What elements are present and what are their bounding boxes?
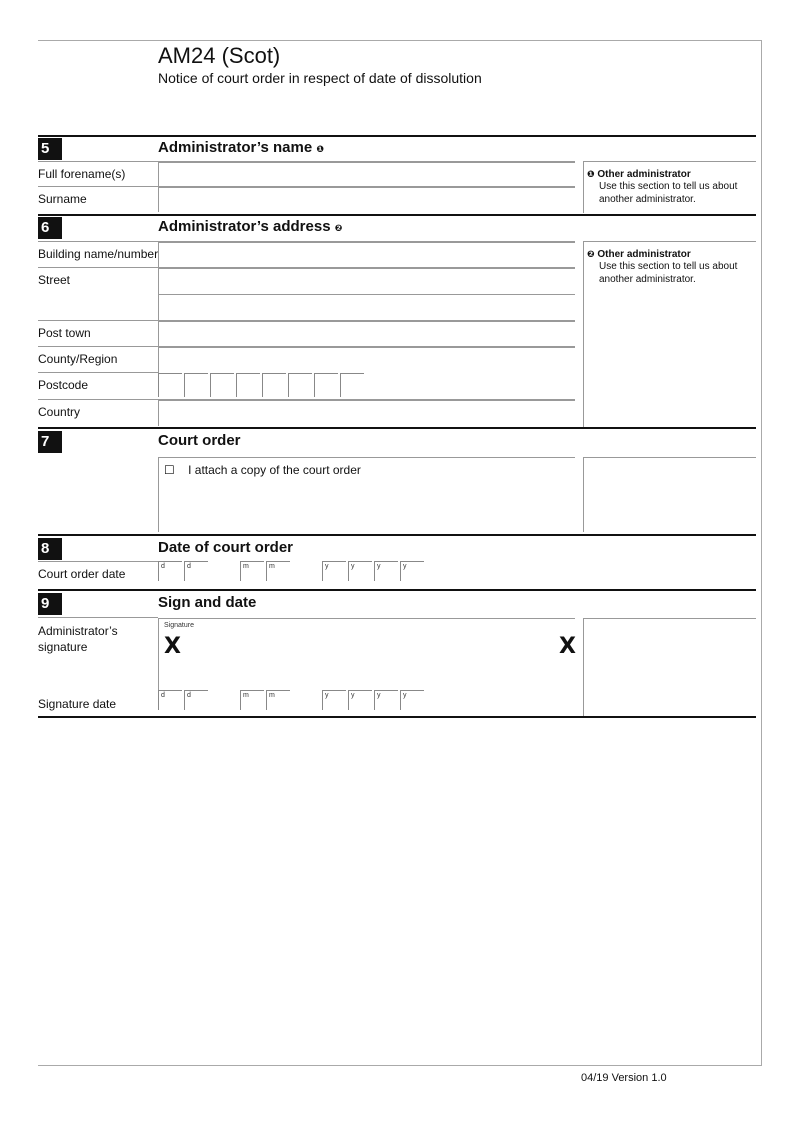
postcode-box[interactable]	[340, 373, 364, 397]
s9-side-box	[583, 618, 756, 716]
court-order-date-digit[interactable]: y	[348, 561, 372, 581]
forename-input[interactable]	[158, 162, 575, 186]
info-2-icon: ❷	[587, 249, 595, 259]
section-5-title	[158, 139, 324, 156]
s8-row-line	[38, 561, 158, 562]
signature-date-digit[interactable]: d	[184, 690, 208, 710]
country-input[interactable]	[158, 400, 575, 426]
bottom-rule	[38, 1065, 762, 1066]
court-order-date-label: Court order date	[38, 567, 126, 581]
section-6-number: 6	[38, 217, 62, 239]
sign-left-x-icon: X	[164, 634, 181, 659]
signature-date-digit[interactable]: y	[322, 690, 346, 710]
section-6-title-text: Administrator’s address	[158, 218, 331, 235]
s9-row-line	[38, 617, 158, 618]
court-order-date-digit[interactable]: m	[240, 561, 264, 581]
s5-note-title: Other administrator	[597, 169, 691, 180]
info-1-icon: ❶	[587, 169, 595, 179]
s7-side-box	[583, 457, 756, 532]
court-order-date-digit[interactable]: y	[322, 561, 346, 581]
signature-label: Administrator’s signature	[38, 624, 118, 654]
version-footer: 04/19 Version 1.0	[581, 1072, 667, 1084]
signature-date-digit[interactable]: y	[400, 690, 424, 710]
postcode-box[interactable]	[158, 373, 182, 397]
building-label: Building name/number	[38, 247, 159, 261]
section-8-number: 8	[38, 538, 62, 560]
signature-hint: Signature	[164, 622, 194, 629]
section-6-title	[158, 218, 342, 235]
section-7-number: 7	[38, 431, 62, 453]
section-7-rule	[38, 427, 756, 429]
postcode-box[interactable]	[314, 373, 338, 397]
postcode-label: Postcode	[38, 378, 89, 392]
street-label: Street	[38, 273, 71, 287]
s5-note-heading	[587, 169, 756, 180]
section-9-bottom-rule	[38, 716, 756, 718]
country-label: Country	[38, 405, 81, 419]
top-rule	[38, 40, 762, 41]
section-5-rule	[38, 135, 756, 137]
postcode-box[interactable]	[184, 373, 208, 397]
court-order-date-digit[interactable]: d	[158, 561, 182, 581]
signature-date-digit[interactable]: d	[158, 690, 182, 710]
section-8-rule	[38, 534, 756, 536]
post-town-label: Post town	[38, 326, 91, 340]
county-label: County/Region	[38, 352, 118, 366]
section-9-rule	[38, 589, 756, 591]
postcode-box[interactable]	[288, 373, 312, 397]
section-9-title: Sign and date	[158, 594, 257, 611]
section-6-rule	[38, 214, 756, 216]
form-subtitle: Notice of court order in respect of date of dissolution	[158, 70, 482, 86]
signature-date-label: Signature date	[38, 697, 117, 711]
right-rule	[761, 40, 762, 1066]
court-order-date-digit[interactable]: m	[266, 561, 290, 581]
court-order-date-digit[interactable]: y	[400, 561, 424, 581]
section-7-title: Court order	[158, 432, 241, 449]
signature-date-digit[interactable]: y	[374, 690, 398, 710]
info-2-icon: ❷	[334, 223, 343, 233]
forename-label: Full forename(s)	[38, 167, 126, 181]
form-code: AM24 (Scot)	[158, 43, 281, 68]
postcode-box[interactable]	[236, 373, 260, 397]
s5-note-box	[583, 161, 756, 213]
street-input-2[interactable]	[158, 294, 575, 321]
s5-note-text: Use this section to tell us about another administrator.	[599, 181, 738, 205]
postcode-box[interactable]	[262, 373, 286, 397]
building-input[interactable]	[158, 242, 575, 267]
s6-note-title: Other administrator	[597, 249, 691, 260]
signature-date-digit[interactable]: y	[348, 690, 372, 710]
surname-label: Surname	[38, 192, 87, 206]
info-1-icon: ❶	[316, 144, 325, 154]
section-5-number: 5	[38, 138, 62, 160]
s6-note-box	[583, 241, 756, 427]
court-order-checkbox[interactable]: ☐	[164, 463, 175, 477]
signature-date-digit[interactable]: m	[266, 690, 290, 710]
post-town-input[interactable]	[158, 321, 575, 347]
court-order-date-digit[interactable]: y	[374, 561, 398, 581]
county-input[interactable]	[158, 347, 575, 373]
street-input-1[interactable]	[158, 268, 575, 294]
postcode-box[interactable]	[210, 373, 234, 397]
signature-date-digit[interactable]: m	[240, 690, 264, 710]
s6-note-heading	[587, 249, 756, 260]
sign-right-x-icon: X	[559, 634, 576, 659]
s6-note-text: Use this section to tell us about another administrator.	[599, 261, 738, 285]
court-order-checkbox-label: I attach a copy of the court order	[188, 463, 361, 477]
court-order-checkbox-row[interactable]	[164, 463, 361, 477]
court-order-date-digit[interactable]: d	[184, 561, 208, 581]
section-5-title-text: Administrator’s name	[158, 139, 313, 156]
surname-input[interactable]	[158, 187, 575, 212]
signature-box[interactable]	[158, 618, 575, 690]
section-9-number: 9	[38, 593, 62, 615]
section-8-title: Date of court order	[158, 539, 294, 556]
s6-row-line	[38, 372, 158, 373]
